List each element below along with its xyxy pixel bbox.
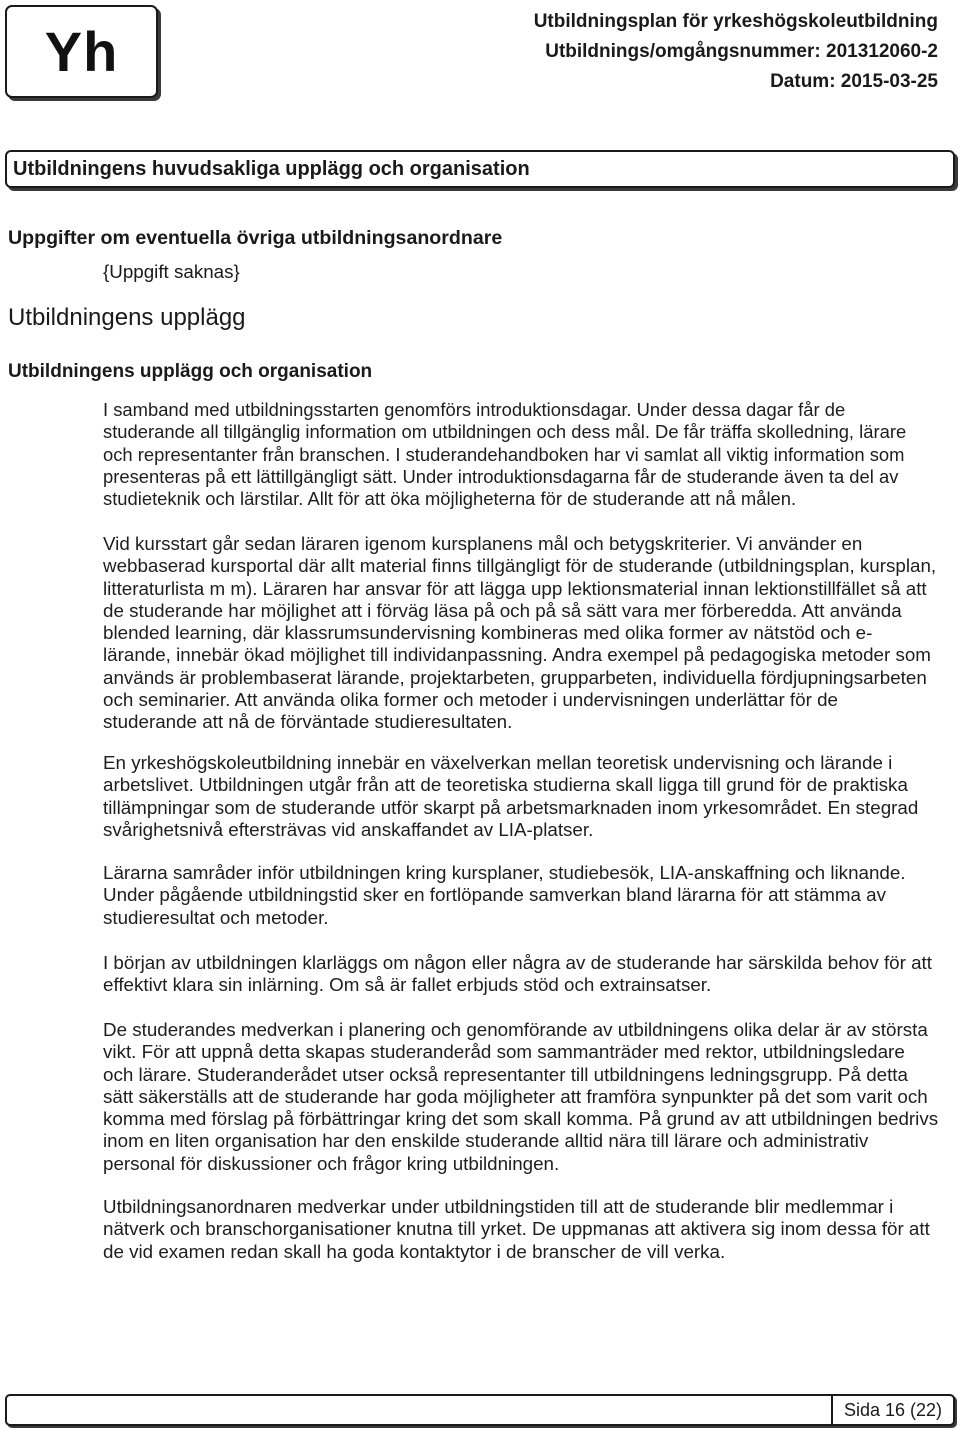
document-title: Utbildningsplan för yrkeshögskoleutbildning [533,11,938,32]
section-title-box [5,150,955,188]
structure-subheading: Utbildningens upplägg och organisation [8,361,373,382]
footer-bar [5,1394,955,1426]
other-providers-value: {Uppgift saknas} [103,261,240,282]
body-paragraph-3: En yrkeshögskoleutbildning innebär en växelverkan mellan teoretisk undervisning och lärande i arbetslivet. Utbildningen utgår från att de teoretiska studierna skall ligga till grund för de praktiska tillämpningar som de studerande utför skarpt på arbetsmarknaden inom yrkesområdet. En stegrad svårighetsnivå eftersträvas vid anskaffandet av LIA-platser. [103,752,919,840]
body-paragraph-7: Utbildningsanordnaren medverkar under utbildningstiden till att de studerande blir medlemmar i nätverk och branschorganisationer knutna till yrket. De uppmanas att aktivera sig inom dessa för att de vid examen redan skall ha goda kontaktytor i de branscher de vill verka. [103,1196,930,1262]
structure-heading: Utbildningens upplägg [8,304,246,331]
body-paragraph-4: Lärarna samråder inför utbildningen kring kursplaner, studiebesök, LIA-anskaffning och liknande. Under pågående utbildningstid sker en fortlöpande samverkan bland lärarna för att stämma av studieresultat och metoder. [103,862,906,928]
body-paragraph-6: De studerandes medverkan i planering och genomförande av utbildningens olika delar är av största vikt. För att uppnå detta skapas studeranderåd som sammanträder med rektor, utbildningsledare och lärare. Studeranderådet utser också representanter till utbildningens ledningsgrupp. På detta sätt säkerställs att de studerande har goda möjligheter att framföra synpunkter på det som varit och komma med förslag på förbättringar kring det som skall komma. På grund av att utbildningen bedrivs inom en liten organisation har den enskilde studerande alltid nära till lärare och administrativ personal för diskussioner och frågor kring utbildningen. [103,1019,939,1174]
program-number: Utbildnings/omgångsnummer: 201312060-2 [545,41,938,62]
logo [5,5,158,98]
body-paragraph-1: I samband med utbildningsstarten genomförs introduktionsdagar. Under dessa dagar får de studerande all tillgänglig information om utbildningen och dess mål. De får träffa skolledning, lärare och representanter från branschen. I studerandehandboken har vi samlat all viktig information som presenteras på ett lättillgängligt sätt. Under introduktionsdagarna får de studerande även ta del av studieteknik och lärstilar. Allt för att öka möjligheterna för de studerande att nå målen. [103,399,907,510]
document-date: Datum: 2015-03-25 [770,71,938,92]
page-number: Sida 16 (22) [831,1396,953,1424]
section-title: Utbildningens huvudsakliga upplägg och organisation [13,158,530,180]
other-providers-heading: Uppgifter om eventuella övriga utbildningsanordnare [8,227,503,249]
body-paragraph-2: Vid kursstart går sedan läraren igenom kursplanens mål och betygskriterier. Vi använder en webbaserad kursportal där allt material finns tillgängligt för de studerande (utbildningsplan, kursplan, litteraturlista m m). Läraren har ansvar för att lägga upp lektionsmaterial innan lektionstillfället så att de studerande har möjlighet att i förväg läsa på och på så sätt vara mer förberedda. Att använda blended learning, där klassrumsundervisning kombineras med olika former av nätstöd och e- lärande, innebär ökad möjlighet till individanpassning. Andra exempel på pedagogiska metoder som används är problembaserat lärande, projektarbeten, grupparbeten, individuella fördjupningsarbeten och seminarier. Att använda olika former och metoder i undervisningen underlättar för de studerande att nå de förväntade studieresultaten. [103,533,937,733]
document-header-meta [534,7,938,97]
body-paragraph-5: I början av utbildningen klarläggs om någon eller några av de studerande har särskilda behov för att effektivt klara sin inlärning. Om så är fallet erbjuds stöd och extrainsatser. [103,952,932,996]
logo-text: Yh [44,20,119,83]
